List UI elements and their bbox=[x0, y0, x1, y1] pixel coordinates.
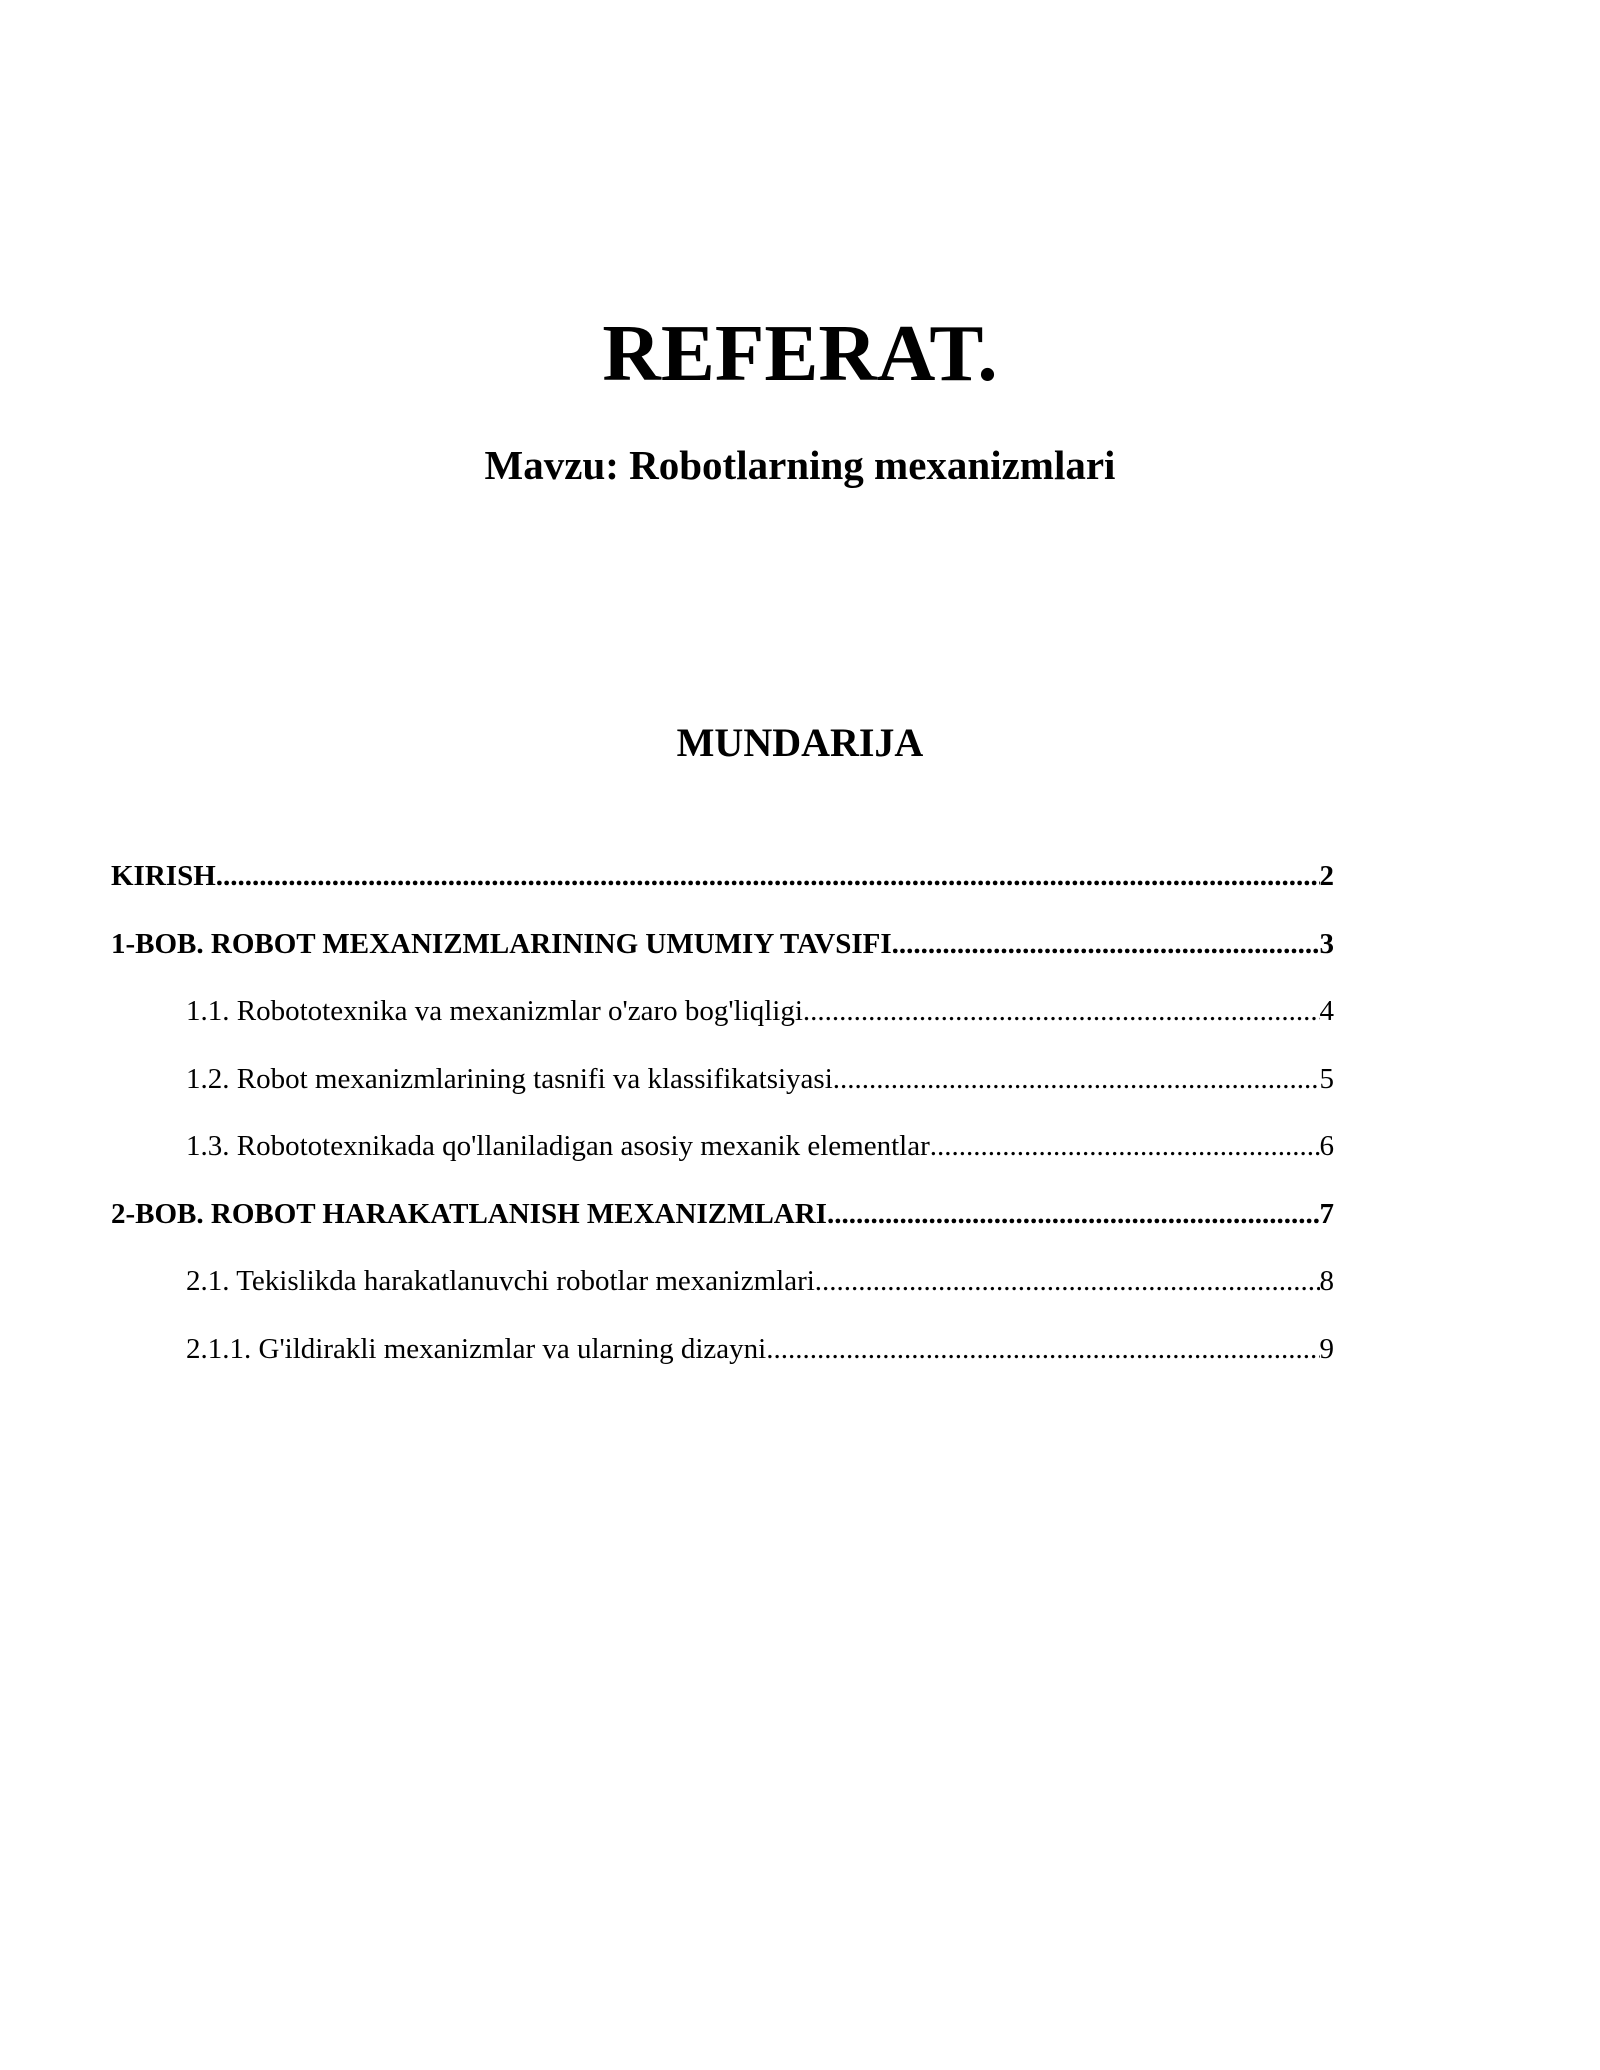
toc-entry[interactable] bbox=[111, 1059, 1334, 1127]
table-of-contents-heading: MUNDARIJA bbox=[676, 720, 924, 765]
toc-dot-leader bbox=[833, 1059, 1320, 1099]
document-subtitle: Mavzu: Robotlarning mexanizmlari bbox=[484, 442, 1116, 488]
toc-dot-leader bbox=[930, 1126, 1320, 1166]
toc-entry[interactable] bbox=[111, 1194, 1334, 1262]
document-title: REFERAT. bbox=[602, 308, 998, 398]
toc-entry-title: 1-BOB. ROBOT MEXANIZMLARINING UMUMIY TAVSIFI bbox=[111, 927, 892, 960]
toc-dot-leader bbox=[892, 924, 1320, 964]
toc-entry-page: 4 bbox=[1319, 995, 1334, 1027]
toc-entry-title: 2.1.1. G'ildirakli mexanizmlar va ularning dizayni bbox=[186, 1332, 767, 1365]
toc-entry-title: 1.3. Robototexnikada qo'llaniladigan asosiy mexanik elementlar bbox=[186, 1130, 930, 1162]
toc-dot-leader bbox=[815, 1261, 1320, 1301]
toc-entry-page: 3 bbox=[1319, 927, 1334, 960]
toc-entry[interactable] bbox=[111, 1329, 1334, 1397]
toc-entry-title: 1.2. Robot mexanizmlarining tasnifi va klassifikatsiyasi bbox=[186, 1062, 833, 1095]
toc-entry-page: 5 bbox=[1319, 1062, 1334, 1095]
toc-dot-leader bbox=[216, 856, 1320, 896]
toc-entry[interactable] bbox=[111, 856, 1334, 924]
toc-dot-leader bbox=[827, 1194, 1320, 1234]
toc-entry-title: 2.1. Tekislikda harakatlanuvchi robotlar mexanizmlari bbox=[186, 1265, 815, 1297]
toc-entry-title: KIRISH bbox=[111, 860, 216, 892]
toc-entry[interactable] bbox=[111, 991, 1334, 1059]
table-of-contents bbox=[111, 856, 1334, 1396]
toc-entry[interactable] bbox=[111, 1261, 1334, 1329]
toc-entry-page: 7 bbox=[1319, 1197, 1334, 1230]
toc-entry-page: 6 bbox=[1319, 1130, 1334, 1162]
toc-entry-page: 2 bbox=[1319, 860, 1334, 892]
toc-entry[interactable] bbox=[111, 924, 1334, 992]
toc-entry-page: 9 bbox=[1319, 1332, 1334, 1365]
toc-entry-title: 2-BOB. ROBOT HARAKATLANISH MEXANIZMLARI bbox=[111, 1197, 827, 1230]
toc-entry-page: 8 bbox=[1319, 1265, 1334, 1297]
toc-dot-leader bbox=[803, 991, 1320, 1031]
toc-dot-leader bbox=[766, 1329, 1319, 1369]
toc-entry[interactable] bbox=[111, 1126, 1334, 1194]
toc-entry-title: 1.1. Robototexnika va mexanizmlar o'zaro bog'liqligi bbox=[186, 995, 803, 1027]
